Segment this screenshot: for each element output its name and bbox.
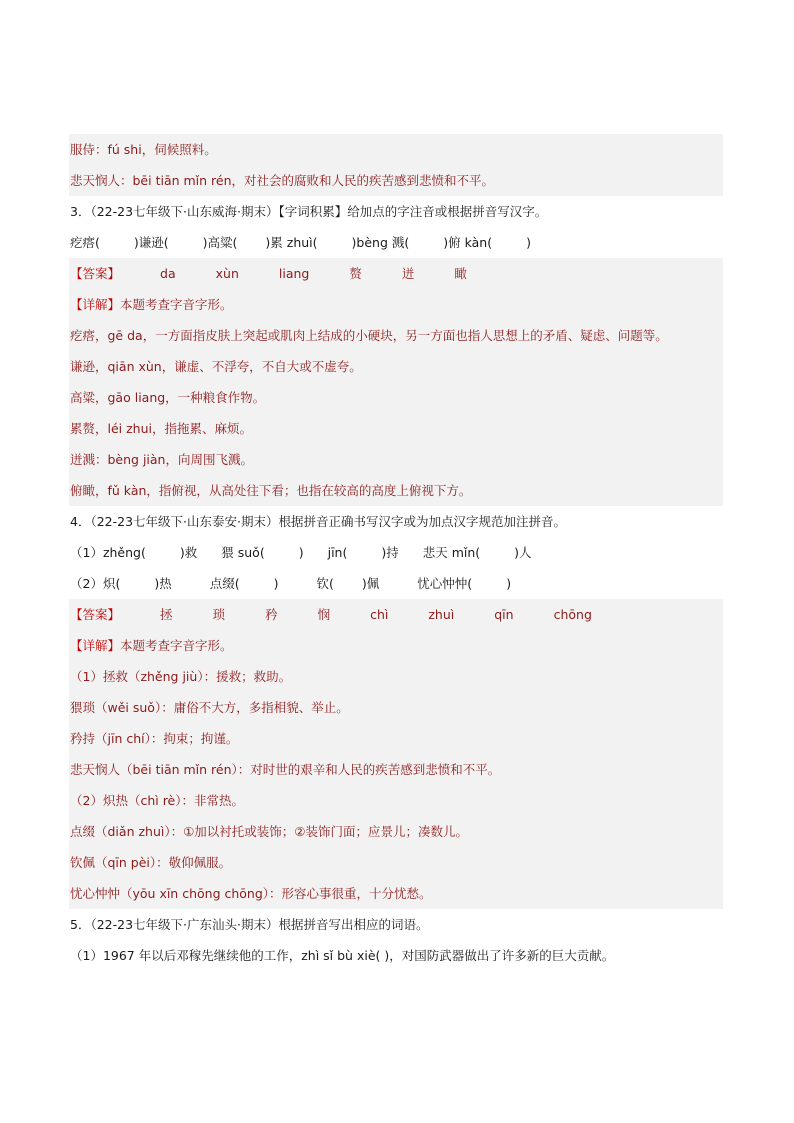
q5-stem: 5．（22-23七年级下·广东汕头·期末）根据拼音写出相应的词语。 <box>70 917 429 932</box>
answer-value: 琐 <box>212 607 226 622</box>
q4-detail-line: （2）炽热（chì rè）：非常热。 <box>69 785 723 816</box>
q4-row1: （1）zhěng( )救 猥 suǒ( ) jīn( )持 悲天 mǐn( )人 <box>70 545 532 560</box>
answer-value: chì <box>370 607 389 622</box>
answer-value: da <box>160 266 176 281</box>
answer-value: 赘 <box>349 266 362 281</box>
q4-detail-line: 矜持（jīn chí）：拘束；拘谨。 <box>69 723 723 754</box>
answer-value: 迸 <box>401 266 415 281</box>
q2-detail-line: 悲天悯人：bēi tiān mǐn rén，对社会的腐败和人民的疾苦感到悲愤和不平。 <box>69 165 723 196</box>
q4-detail-intro: 【详解】本题考查字音字形。 <box>69 630 723 661</box>
q2-detail-line: 服侍：fú shi，伺候照料。 <box>69 134 723 165</box>
answer-value: liang <box>278 266 310 281</box>
q4-answer <box>69 599 723 630</box>
answer-value: zhuì <box>428 607 455 622</box>
answer-value: qīn <box>494 607 514 622</box>
q3-detail-intro: 【详解】本题考查字音字形。 <box>69 289 723 320</box>
q3-detail-line: 高粱，gāo liang，一种粮食作物。 <box>69 382 723 413</box>
q5-sub1: （1）1967 年以后邓稼先继续他的工作，zhì sǐ bù xiè( )，对国防武器做出了许多新的巨大贡献。 <box>70 948 615 963</box>
answer-value: 拯 <box>160 607 173 622</box>
detail-tag: 【详解】 <box>70 638 121 653</box>
q3-items: 疙瘩( )谦逊( )高粱( )累 zhuì( )bèng 溅( )俯 kàn( ) <box>70 235 531 250</box>
answer-value: 矜 <box>265 607 278 622</box>
q3-stem: 3．（22-23七年级下·山东威海·期末）【字词积累】给加点的字注音或根据拼音写汉字。 <box>70 204 548 219</box>
q3-detail-line: 谦逊，qiān xùn，谦虚、不浮夸，不自大或不虚夸。 <box>69 351 723 382</box>
q3-detail-line: 俯瞰，fǔ kàn，指俯视，从高处往下看；也指在较高的高度上俯视下方。 <box>69 475 723 506</box>
answer-tag: 【答案】 <box>70 607 121 622</box>
q4-detail-line: 悲天悯人（bēi tiān mǐn rén）：对时世的艰辛和人民的疾苦感到悲愤和不平。 <box>69 754 723 785</box>
q4-detail-line: （1）拯救（zhěng jiù）：援救；救助。 <box>69 661 723 692</box>
q3-detail-line: 累赘，léi zhui，指拖累、麻烦。 <box>69 413 723 444</box>
q4-detail-line: 猥琐（wěi suǒ）：庸俗不大方，多指相貌、举止。 <box>69 692 723 723</box>
q4-detail-line: 忧心忡忡（yōu xīn chōng chōng）：形容心事很重，十分忧愁。 <box>69 878 723 909</box>
answer-value: 悯 <box>317 607 331 622</box>
document-page <box>69 134 723 971</box>
detail-tag: 【详解】 <box>70 297 121 312</box>
q4-row2: （2）炽( )热 点缀( ) 钦( )佩 忧心忡忡( ) <box>70 576 512 591</box>
q3-detail-line: 疙瘩，gē da，一方面指皮肤上突起或肌肉上结成的小硬块，另一方面也指人思想上的矛盾、疑虑、问题等。 <box>69 320 723 351</box>
q4-detail-line: 点缀（diǎn zhuì）：①加以衬托或装饰；②装饰门面；应景儿；凑数儿。 <box>69 816 723 847</box>
answer-value: 瞰 <box>454 266 467 281</box>
answer-tag: 【答案】 <box>70 266 121 281</box>
q4-detail-line: 钦佩（qīn pèi）：敬仰佩服。 <box>69 847 723 878</box>
q3-answer <box>69 258 723 289</box>
answer-value: chōng <box>553 607 592 622</box>
answer-value: xùn <box>215 266 239 281</box>
q3-detail-line: 迸溅：bèng jiàn，向周围飞溅。 <box>69 444 723 475</box>
q4-stem: 4．（22-23七年级下·山东泰安·期末）根据拼音正确书写汉字或为加点汉字规范加注拼音。 <box>70 514 566 529</box>
